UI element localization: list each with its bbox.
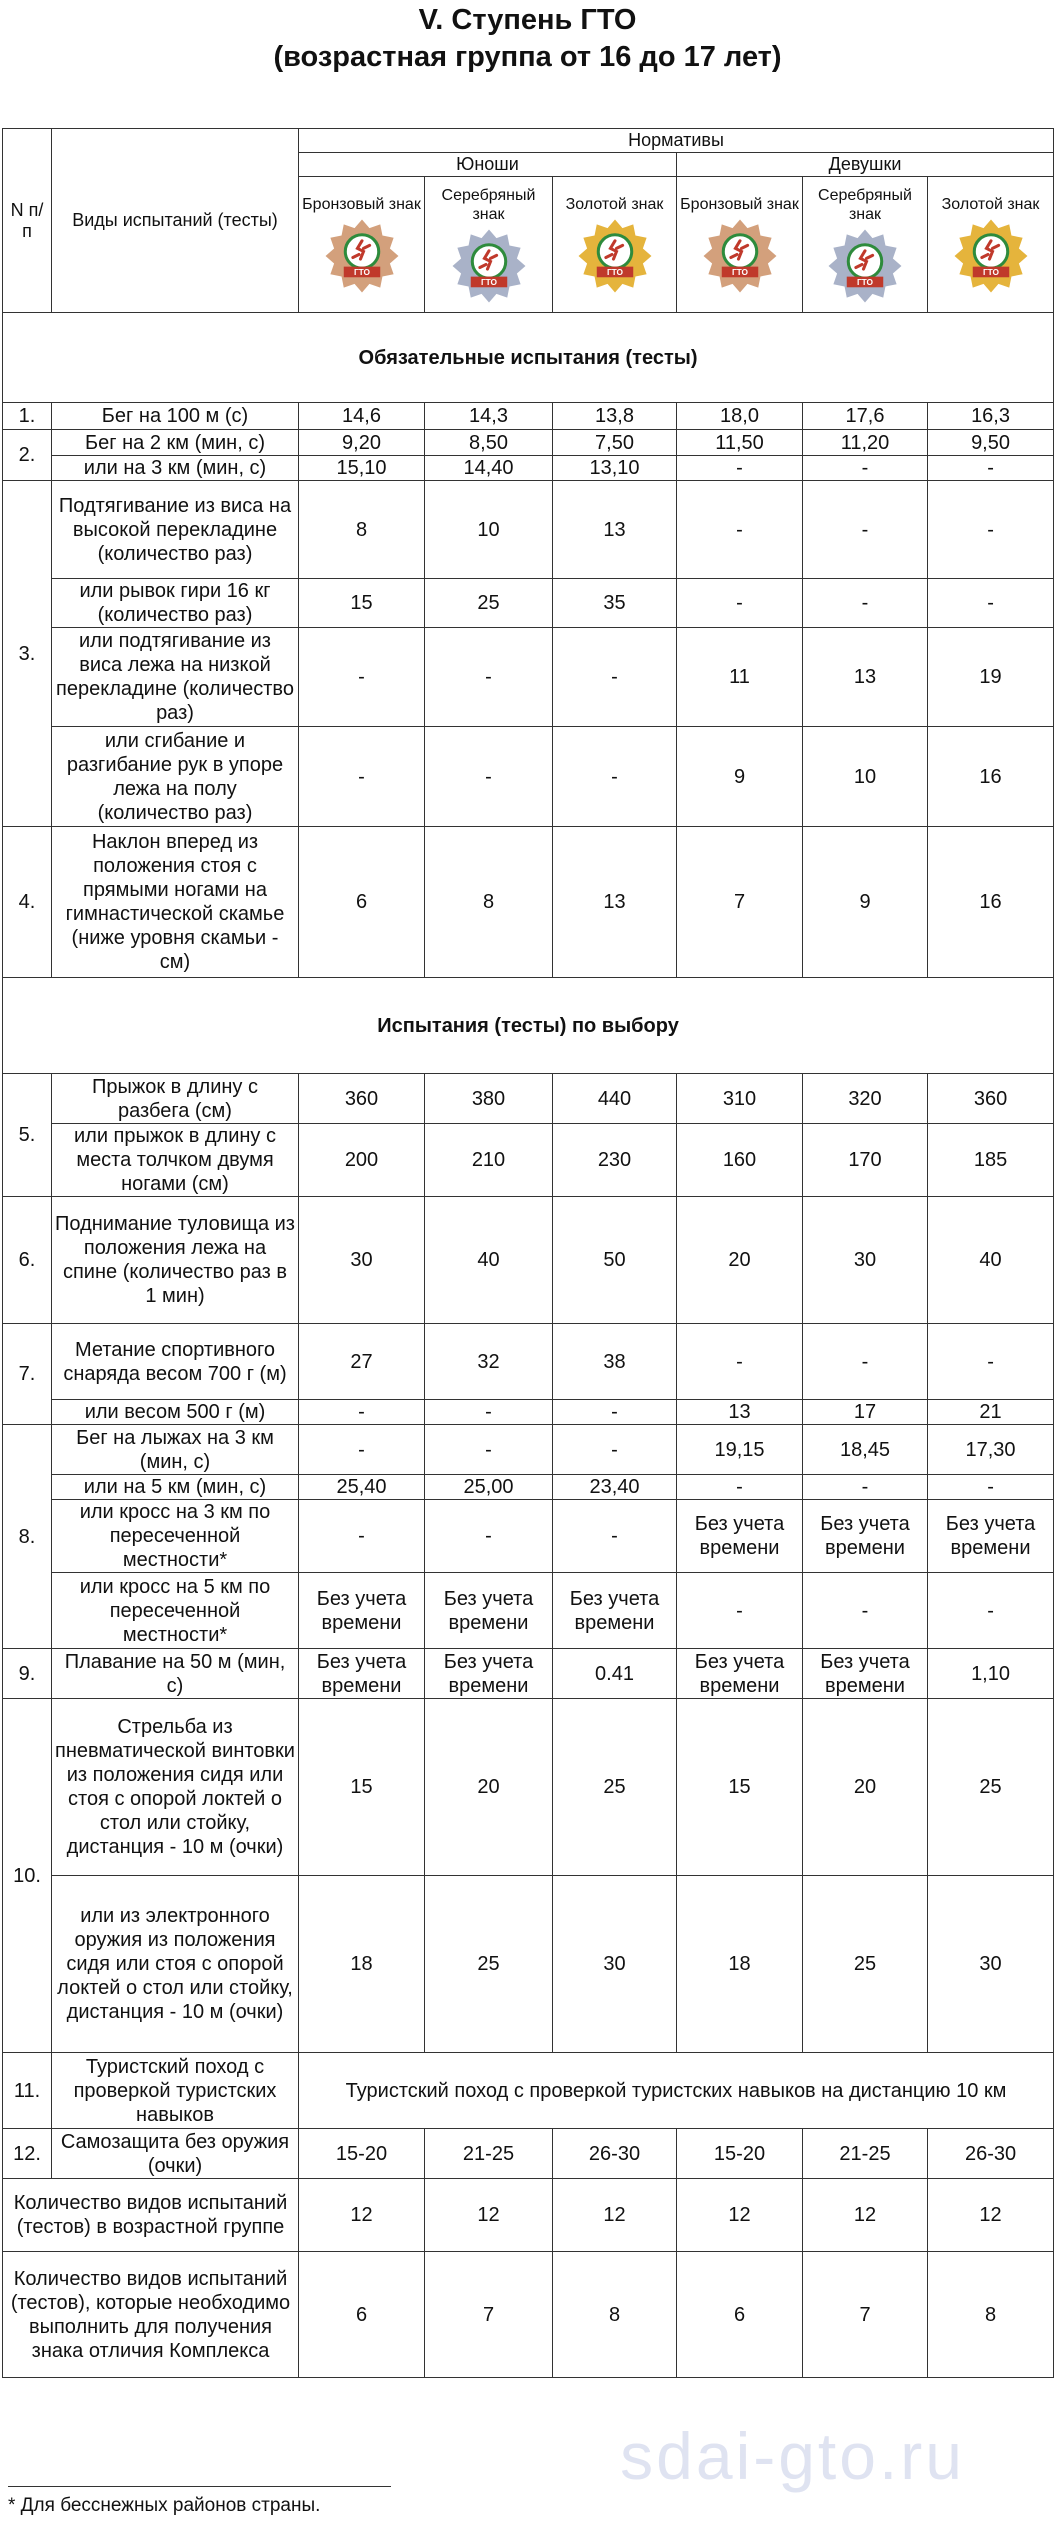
norm-value: 25 [425,1876,553,2053]
norm-value: - [928,456,1054,481]
norm-value: 17,30 [928,1425,1054,1475]
test-name: или сгибание и разгибание рук в упоре лежа на полу (количество раз) [52,727,299,827]
table-row [3,430,1054,456]
norm-value: 20 [677,1197,803,1324]
norm-value: 12 [299,2179,425,2252]
norm-value: 8,50 [425,430,553,456]
norm-value: 50 [553,1197,677,1324]
norm-value: - [425,1425,553,1475]
badge-label: Серебряный знак [818,186,912,223]
test-name: Количество видов испытаний (тестов), которые необходимо выполнить для получения знака отличия Комплекса [3,2252,299,2378]
row-num: 8. [3,1425,52,1649]
norm-value: 6 [299,2252,425,2378]
norm-value: 170 [803,1124,928,1197]
norm-value: 1,10 [928,1649,1054,1699]
norm-value: - [553,1400,677,1425]
silver-badge-icon [451,228,527,304]
norm-value: 25 [553,1699,677,1876]
test-name: Стрельба из пневматической винтовки из положения сидя или стоя с опорой локтей о стол или стойку, дистанция - 10 м (очки) [52,1699,299,1876]
norm-value: 21-25 [425,2129,553,2179]
norm-value: - [803,1324,928,1400]
watermark: sdai-gto.ru [620,2419,965,2493]
test-name: Туристский поход с проверкой туристских навыков [52,2053,299,2129]
silver-badge-icon [827,228,903,304]
table-row [3,1475,1054,1500]
table-row [3,1197,1054,1324]
norm-value: Без учета времени [677,1649,803,1699]
table-row [3,1649,1054,1699]
norm-value: 320 [803,1074,928,1124]
norm-value: 210 [425,1124,553,1197]
badge-text: ГТО [856,276,874,287]
norm-value: 13,8 [553,403,677,430]
norm-value: - [803,579,928,628]
badge-label: Бронзовый знак [302,196,421,213]
table-row [3,1876,1054,2053]
badge-label: Золотой знак [941,196,1040,213]
norm-value: 7 [425,2252,553,2378]
norm-value: 30 [299,1197,425,1324]
norm-value: Без учета времени [425,1649,553,1699]
test-name: Поднимание туловища из положения лежа на спине (количество раз в 1 мин) [52,1197,299,1324]
row-num: 1. [3,403,52,430]
test-name: Подтягивание из виса на высокой перекладине (количество раз) [52,481,299,579]
norm-value: 10 [803,727,928,827]
badge-text: ГТО [480,276,497,287]
norm-value: 19 [928,628,1054,727]
header-girls-gold [928,177,1054,313]
norm-value: - [299,1425,425,1475]
norm-value: - [425,1500,553,1573]
norm-value: 15 [299,579,425,628]
section-optional: Испытания (тесты) по выбору [3,978,1054,1074]
table-row [3,1074,1054,1124]
test-name: Самозащита без оружия (очки) [52,2129,299,2179]
norm-value: 27 [299,1324,425,1400]
norm-value: 9 [677,727,803,827]
norm-value: 8 [299,481,425,579]
table-row [3,1699,1054,1876]
norm-value: 360 [928,1074,1054,1124]
norm-value: 18,0 [677,403,803,430]
norm-value: 13 [803,628,928,727]
norm-value: 8 [553,2252,677,2378]
norm-value: 12 [425,2179,553,2252]
gold-badge-icon [953,218,1029,294]
table-row [3,2179,1054,2252]
badge-label: Бронзовый знак [680,196,799,213]
norm-value: - [425,628,553,727]
norm-value: 11 [677,628,803,727]
norm-value: 6 [677,2252,803,2378]
norm-value: 10 [425,481,553,579]
row-num: 5. [3,1074,52,1197]
row-num: 9. [3,1649,52,1699]
table-row [3,1573,1054,1649]
gold-badge-icon [577,218,653,294]
test-name: или весом 500 г (м) [52,1400,299,1425]
section-mandatory: Обязательные испытания (тесты) [3,313,1054,403]
table-row [3,456,1054,481]
norm-value: 7,50 [553,430,677,456]
norm-value: 16,3 [928,403,1054,430]
norm-value: 21-25 [803,2129,928,2179]
test-name: или кросс на 3 км по пересеченной местности* [52,1500,299,1573]
test-name: или рывок гири 16 кг (количество раз) [52,579,299,628]
norm-value: 200 [299,1124,425,1197]
norm-value: - [803,456,928,481]
norm-value: 16 [928,827,1054,978]
norm-value: Без учета времени [425,1573,553,1649]
bronze-badge-icon [324,218,400,294]
norm-value: - [425,727,553,827]
badge-text: ГТО [731,267,748,277]
norm-value: 25,00 [425,1475,553,1500]
norm-value: - [803,1573,928,1649]
norm-value: - [553,1425,677,1475]
norm-value: - [677,456,803,481]
norm-value: 13 [677,1400,803,1425]
header-boys-bronze [299,177,425,313]
title-line-2: (возрастная группа от 16 до 17 лет) [273,41,782,73]
norm-value: 440 [553,1074,677,1124]
row-num: 12. [3,2129,52,2179]
norm-value: 13,10 [553,456,677,481]
norm-value: 0.41 [553,1649,677,1699]
norm-value: 20 [803,1699,928,1876]
test-name: Бег на 100 м (с) [52,403,299,430]
norm-value: 40 [425,1197,553,1324]
merged-norm: Туристский поход с проверкой туристских навыков на дистанцию 10 км [299,2053,1054,2129]
norm-value: - [928,1573,1054,1649]
norm-value: 18 [677,1876,803,2053]
table-row [3,1400,1054,1425]
test-name: Наклон вперед из положения стоя с прямыми ногами на гимнастической скамье (ниже уровня скамьи - см) [52,827,299,978]
norm-value: 12 [677,2179,803,2252]
norm-value: 13 [553,481,677,579]
test-name: Плавание на 50 м (мин, с) [52,1649,299,1699]
norm-value: 32 [425,1324,553,1400]
norm-value: 15 [677,1699,803,1876]
norm-value: 185 [928,1124,1054,1197]
norm-value: 310 [677,1074,803,1124]
table-row [3,2053,1054,2129]
norm-value: - [928,579,1054,628]
badge-label: Золотой знак [565,196,664,213]
norm-value: - [677,1475,803,1500]
norm-value: 15 [299,1699,425,1876]
norm-value: 15-20 [299,2129,425,2179]
row-num: 2. [3,430,52,481]
header-girls-silver [803,177,928,313]
norm-value: 7 [677,827,803,978]
table-row [3,1124,1054,1197]
table-row [3,2129,1054,2179]
norm-value: 25 [803,1876,928,2053]
norm-value: 14,3 [425,403,553,430]
table-row [3,1324,1054,1400]
norm-value: 21 [928,1400,1054,1425]
norm-value: - [677,1573,803,1649]
norm-value: - [299,1500,425,1573]
table-row [3,1500,1054,1573]
test-name: Количество видов испытаний (тестов) в возрастной группе [3,2179,299,2252]
header-boys-gold [553,177,677,313]
table-row [3,403,1054,430]
table-row [3,628,1054,727]
table-row [3,727,1054,827]
norm-value: 11,20 [803,430,928,456]
norm-value: 15,10 [299,456,425,481]
test-name: Прыжок в длину с разбега (см) [52,1074,299,1124]
title-line-1: V. Ступень ГТО [418,4,637,36]
test-name: Бег на лыжах на 3 км (мин, с) [52,1425,299,1475]
norm-value: 7 [803,2252,928,2378]
norm-value: Без учета времени [553,1573,677,1649]
norm-value: - [928,1475,1054,1500]
norm-value: - [803,1475,928,1500]
norm-value: 12 [928,2179,1054,2252]
table-row [3,2252,1054,2378]
row-num: 6. [3,1197,52,1324]
norm-value: Без учета времени [803,1649,928,1699]
norm-value: - [553,628,677,727]
norm-value: - [299,628,425,727]
norm-value: - [553,1500,677,1573]
norm-value: 30 [553,1876,677,2053]
norm-value: 35 [553,579,677,628]
table-row [3,579,1054,628]
row-num: 7. [3,1324,52,1425]
row-num: 10. [3,1699,52,2053]
norm-value: 25 [425,579,553,628]
norm-value: 20 [425,1699,553,1876]
norm-value: 19,15 [677,1425,803,1475]
norm-value: 18,45 [803,1425,928,1475]
norm-value: 9,50 [928,430,1054,456]
badge-text: ГТО [982,267,999,277]
norm-value: 160 [677,1124,803,1197]
norm-value: 9 [803,827,928,978]
header-num: N п/п [3,129,52,313]
badge-text: ГТО [606,267,623,277]
bronze-badge-icon [702,218,778,294]
row-num: 3. [3,481,52,827]
test-name: или на 5 км (мин, с) [52,1475,299,1500]
header-boys: Юноши [299,153,677,177]
test-name: Бег на 2 км (мин, с) [52,430,299,456]
norms-table [2,128,1054,2378]
header-boys-silver [425,177,553,313]
test-name: или из электронного оружия из положения сидя или стоя с опорой локтей о стол или стойку, дистанция - 10 м (очки) [52,1876,299,2053]
norm-value: 360 [299,1074,425,1124]
norm-value: 230 [553,1124,677,1197]
row-num: 11. [3,2053,52,2129]
norm-value: 40 [928,1197,1054,1324]
norm-value: 26-30 [553,2129,677,2179]
norm-value: Без учета времени [803,1500,928,1573]
norm-value: 15-20 [677,2129,803,2179]
norm-value: Без учета времени [677,1500,803,1573]
norm-value: 8 [928,2252,1054,2378]
norm-value: 18 [299,1876,425,2053]
badge-text: ГТО [353,267,370,277]
norm-value: 14,6 [299,403,425,430]
norm-value: - [677,579,803,628]
table-row [3,827,1054,978]
norm-value: 14,40 [425,456,553,481]
norm-value: - [425,1400,553,1425]
badge-label: Серебряный знак [441,186,536,223]
row-num: 4. [3,827,52,978]
norm-value: 17 [803,1400,928,1425]
norm-value: 30 [928,1876,1054,2053]
norm-value: - [553,727,677,827]
table-row [3,1425,1054,1475]
norm-value: 26-30 [928,2129,1054,2179]
test-name: Метание спортивного снаряда весом 700 г (м) [52,1324,299,1400]
header-girls-bronze [677,177,803,313]
footnote: * Для бесснежных районов страны. [8,2495,321,2516]
norm-value: 11,50 [677,430,803,456]
test-name: или прыжок в длину с места толчком двумя ногами (см) [52,1124,299,1197]
norm-value: - [928,1324,1054,1400]
norm-value: 380 [425,1074,553,1124]
norm-value: - [928,481,1054,579]
header-tests: Виды испытаний (тесты) [52,129,299,313]
norm-value: 38 [553,1324,677,1400]
norm-value: 6 [299,827,425,978]
table-row [3,481,1054,579]
norm-value: - [299,1400,425,1425]
norm-value: Без учета времени [928,1500,1054,1573]
norm-value: - [299,727,425,827]
norm-value: Без учета времени [299,1649,425,1699]
norm-value: 17,6 [803,403,928,430]
norm-value: 25,40 [299,1475,425,1500]
norm-value: 16 [928,727,1054,827]
norm-value: 13 [553,827,677,978]
header-norms: Нормативы [299,129,1054,153]
norm-value: - [677,1324,803,1400]
norm-value: 8 [425,827,553,978]
footnote-divider [8,2486,391,2487]
norm-value: Без учета времени [299,1573,425,1649]
test-name: или на 3 км (мин, с) [52,456,299,481]
norm-value: 25 [928,1699,1054,1876]
header-girls: Девушки [677,153,1054,177]
norm-value: 12 [803,2179,928,2252]
norm-value: - [677,481,803,579]
norm-value: - [803,481,928,579]
norm-value: 23,40 [553,1475,677,1500]
norm-value: 12 [553,2179,677,2252]
norm-value: 30 [803,1197,928,1324]
test-name: или подтягивание из виса лежа на низкой перекладине (количество раз) [52,628,299,727]
test-name: или кросс на 5 км по пересеченной местности* [52,1573,299,1649]
norm-value: 9,20 [299,430,425,456]
page-title [0,0,1055,76]
